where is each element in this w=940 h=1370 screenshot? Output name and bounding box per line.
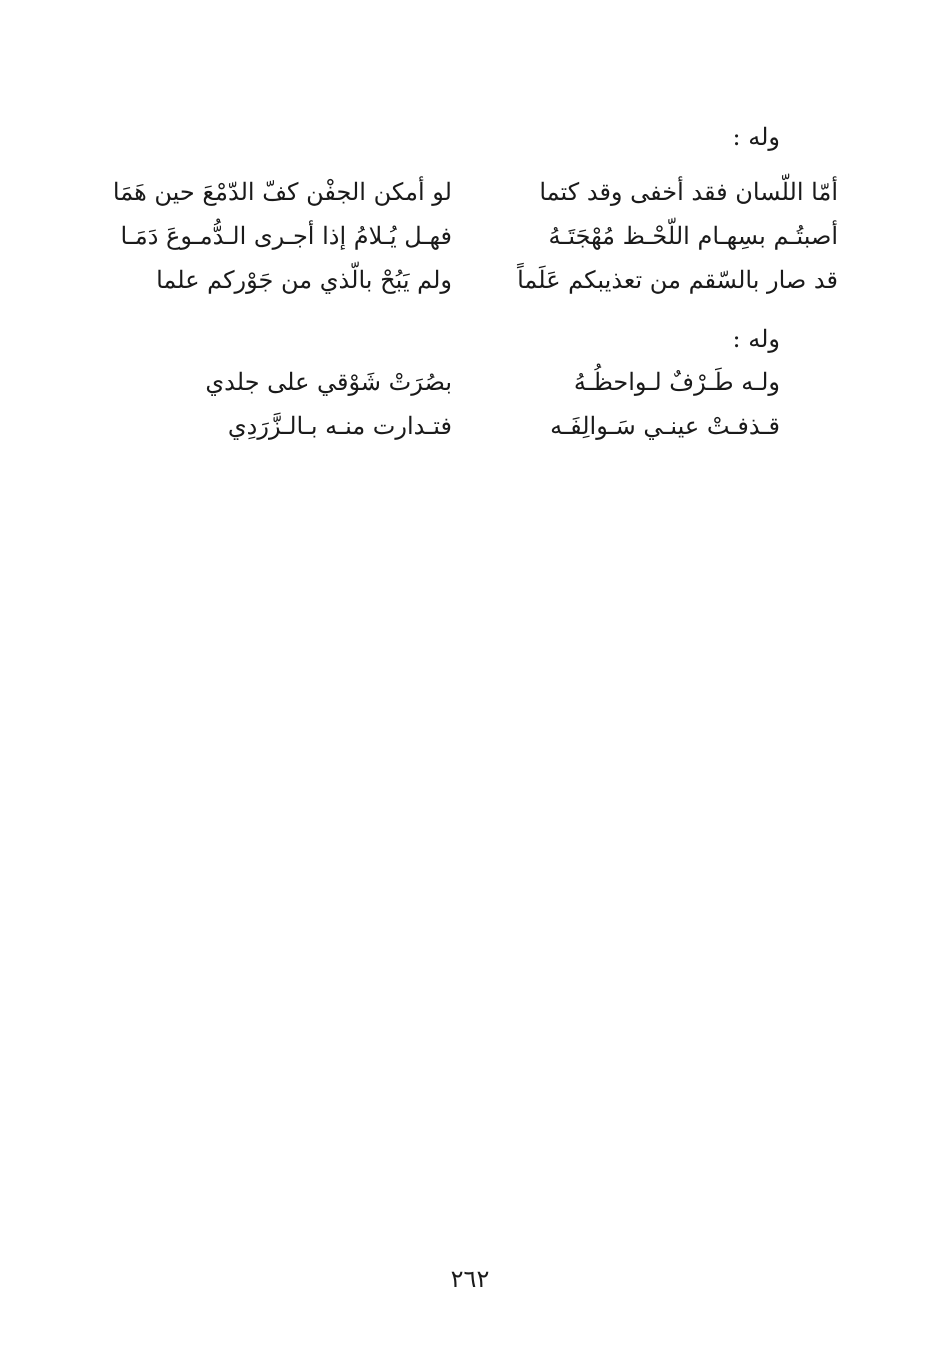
poem2-heading: وله : [732,325,780,353]
poem2-verse2-second: فتـدارت منـه بـالـزَّرَدِي [227,412,452,440]
poem1-verse1-first: أمّا اللّسان فقد أخفى وقد كتما [539,178,838,206]
poem1-verse3-first: قد صار بالسّقم من تعذيبكم عَلَماً [517,266,838,294]
poem1-verse1-second: لو أمكن الجفْن كفّ الدّمْعَ حين هَمَا [112,178,452,206]
poem1-verse3-second: ولم يَبُحْ بالّذي من جَوْركم علما [156,266,452,294]
page-number: ٢٦٢ [450,1265,490,1293]
poem2-verse2-first: قـذفـتْ عينـي سَـوالِفَـه [550,412,780,440]
poem1-verse2-second: فهـل يُـلامُ إذا أجـرى الـدُّمـوعَ دَمَـا [120,222,452,250]
poem1-heading: وله : [732,123,780,151]
poem2-verse1-second: بصُرَتْ شَوْقي على جلدي [205,368,452,396]
poem1-verse2-first: أصبتُـم بسِهـام اللّحْـظ مُهْجَتَـهُ [548,222,838,250]
poem2-verse1-first: ولـه طَـرْفٌ لـواحظُـهُ [573,368,780,396]
